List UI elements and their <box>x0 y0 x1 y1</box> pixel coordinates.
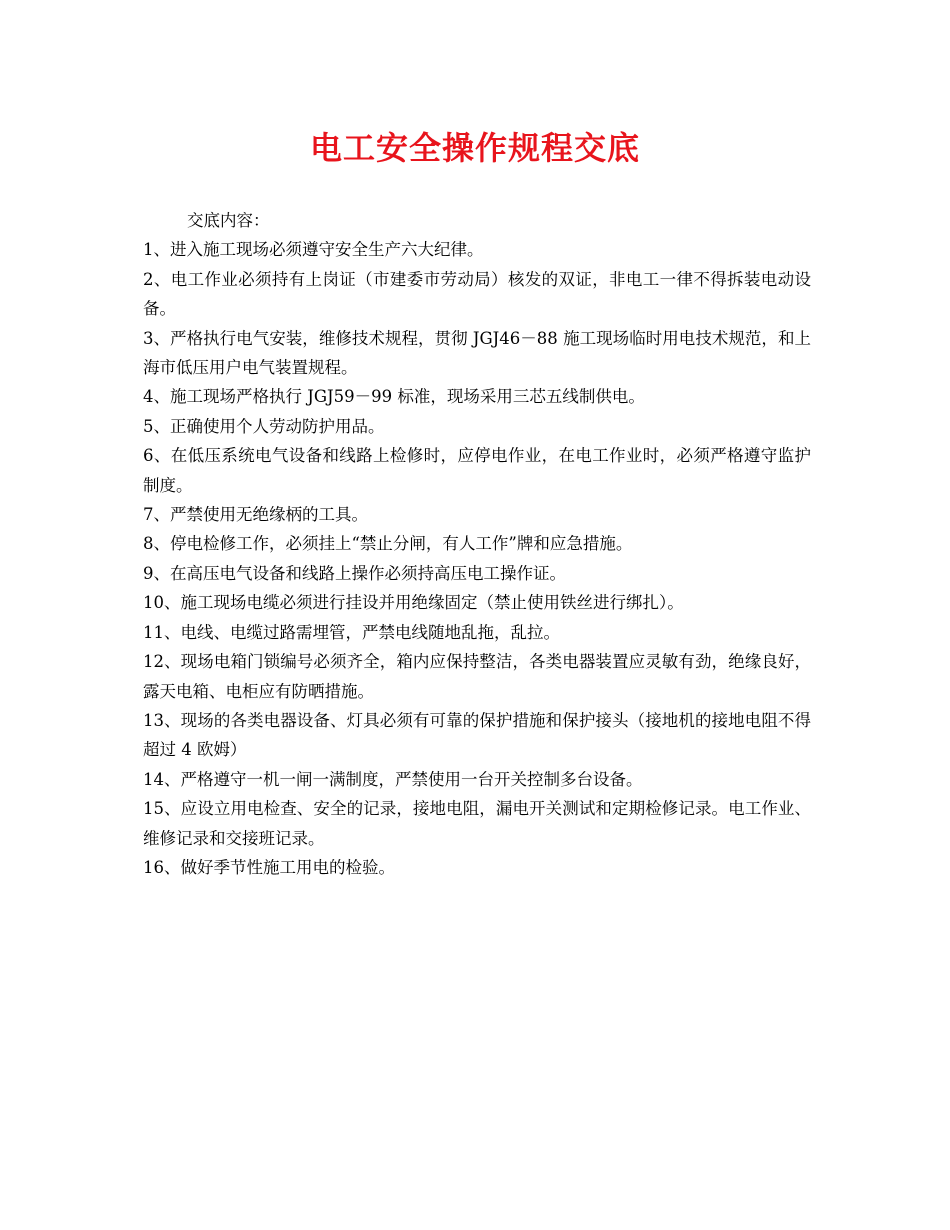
list-item: 12、现场电箱门锁编号必须齐全，箱内应保持整洁，各类电器装置应灵敏有劲，绝缘良好，露天电箱、电柜应有防晒措施。 <box>143 652 811 701</box>
list-item: 11、电线、电缆过路需埋管，严禁电线随地乱拖，乱拉。 <box>143 622 560 642</box>
document-title: 电工安全操作规程交底 <box>309 129 640 167</box>
list-item: 9、在高压电气设备和线路上操作必须持高压电工操作证。 <box>143 563 566 583</box>
list-item: 3、严格执行电气安装，维修技术规程，贯彻 JGJ46－88 施工现场临时用电技术规范，和上海市低压用户电气装置规程。 <box>143 328 811 378</box>
list-item: 2、电工作业必须持有上岗证（市建委市劳动局）核发的双证，非电工一律不得拆装电动设备。 <box>143 269 811 319</box>
list-item: 5、正确使用个人劳动防护用品。 <box>143 416 385 436</box>
intro-label: 交底内容： <box>187 211 270 230</box>
list-item: 4、施工现场严格执行 JGJ59－99 标准，现场采用三芯五线制供电。 <box>143 387 645 407</box>
list-item: 16、做好季节性施工用电的检验。 <box>143 857 395 877</box>
list-item: 13、现场的各类电器设备、灯具必须有可靠的保护措施和保护接头（接地机的接地电阻不得超过 4 欧姆） <box>143 710 811 760</box>
list-item: 10、施工现场电缆必须进行挂设并用绝缘固定（禁止使用铁丝进行绑扎）。 <box>143 593 684 613</box>
list-item: 14、严格遵守一机一闸一满制度，严禁使用一台开关控制多台设备。 <box>143 769 643 789</box>
document-body <box>143 206 811 882</box>
list-item: 6、在低压系统电气设备和线路上检修时，应停电作业，在电工作业时，必须严格遵守监护制度。 <box>143 446 811 495</box>
list-item: 8、停电检修工作，必须挂上“禁止分闸，有人工作”牌和应急措施。 <box>143 534 633 554</box>
list-item: 1、进入施工现场必须遵守安全生产六大纪律。 <box>143 240 484 260</box>
list-item: 7、严禁使用无绝缘柄的工具。 <box>143 505 368 525</box>
list-item: 15、应设立用电检查、安全的记录，接地电阻，漏电开关测试和定期检修记录。电工作业、维修记录和交接班记录。 <box>143 799 811 848</box>
